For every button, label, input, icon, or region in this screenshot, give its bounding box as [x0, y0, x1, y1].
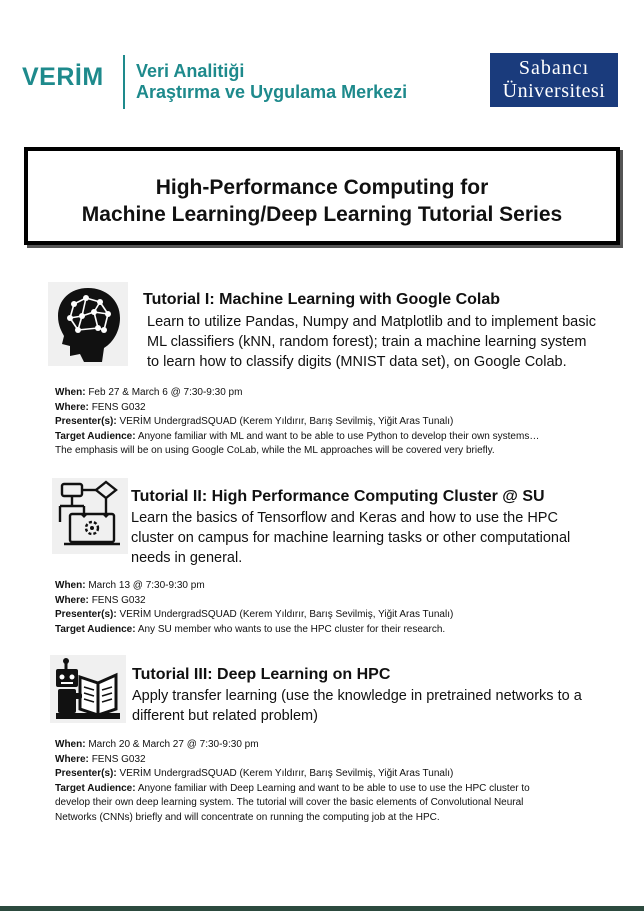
series-title-line1: High-Performance Computing for — [155, 176, 489, 199]
tutorial-2-desc-line: Learn the basics of Tensorflow and Keras and how to use the HPC — [131, 510, 558, 526]
tutorial-2-desc-line: cluster on campus for machine learning tasks or other computational — [131, 530, 571, 546]
audience-row — [55, 623, 635, 638]
when-row — [55, 738, 635, 753]
audience-row — [55, 430, 635, 445]
audience-continuation: develop their own deep learning system. The tutorial will cover the basic elements of Convolutional Neural — [55, 797, 524, 809]
audience-value: Anyone familiar with Deep Learning and want to be able to use to use the HPC cluster to — [137, 782, 530, 794]
where-row — [55, 594, 635, 609]
tutorial-2-desc-line: needs in general. — [131, 550, 243, 566]
tutorial-3-details — [55, 738, 635, 826]
audience-continuation: The emphasis will be on using Google CoLab, while the ML approaches will be covered very briefly. — [55, 445, 495, 457]
tutorial-3-description — [132, 686, 582, 726]
tutorial-3-title: Tutorial III: Deep Learning on HPC — [132, 666, 391, 683]
center-name — [136, 61, 407, 103]
tutorial-2-details — [55, 579, 635, 637]
series-title-box — [24, 147, 620, 245]
where-row — [55, 401, 635, 416]
when-row — [55, 386, 635, 401]
when-value: March 13 @ 7:30-9:30 pm — [88, 580, 205, 591]
audience-value: Anyone familiar with ML and want to be able to use Python to develop their own systems… — [137, 430, 540, 442]
where-value: FENS G032 — [91, 401, 146, 413]
where-value: FENS G032 — [91, 753, 146, 765]
where-label: Where: — [55, 401, 89, 413]
presenters-label: Presenter(s): — [55, 609, 117, 621]
audience-continuation: Networks (CNNs) briefly and will concentrate on running the computing job at the HPC. — [55, 811, 440, 823]
where-row — [55, 753, 635, 768]
when-value: March 20 & March 27 @ 7:30-9:30 pm — [88, 739, 259, 750]
tutorial-3-desc-line: different but related problem) — [132, 708, 318, 724]
tutorial-1-desc-line: to learn how to classify digits (MNIST data set), on Google Colab. — [147, 354, 567, 370]
university-logo — [490, 53, 618, 107]
logo-divider — [123, 55, 125, 109]
center-name-line1: Veri Analitiği — [136, 61, 245, 81]
series-title-line2: Machine Learning/Deep Learning Tutorial Series — [81, 203, 563, 226]
tutorial-1-description — [147, 312, 596, 372]
where-label: Where: — [55, 594, 89, 606]
when-label: When: — [55, 739, 86, 750]
university-logo-line2: Üniversitesi — [502, 80, 606, 102]
presenters-label: Presenter(s): — [55, 768, 117, 780]
presenters-label: Presenter(s): — [55, 416, 117, 428]
audience-label: Target Audience: — [55, 430, 136, 442]
audience-label: Target Audience: — [55, 623, 136, 635]
presenters-value: VERİM UndergradSQUAD (Kerem Yıldırır, Barış Sevilmiş, Yiğit Aras Tunalı) — [119, 609, 454, 621]
center-name-line2: Araştırma ve Uygulama Merkezi — [136, 82, 408, 102]
presenters-value: VERİM UndergradSQUAD (Kerem Yıldırır, Barış Sevilmiş, Yiğit Aras Tunalı) — [119, 768, 454, 780]
when-value: Feb 27 & March 6 @ 7:30-9:30 pm — [88, 387, 243, 398]
where-value: FENS G032 — [91, 594, 146, 606]
presenters-row — [55, 608, 635, 623]
brain-network-icon — [48, 282, 128, 366]
tutorial-2-title: Tutorial II: High Performance Computing Cluster @ SU — [131, 488, 545, 505]
audience-value: Any SU member who wants to use the HPC cluster for their research. — [137, 623, 446, 635]
tutorial-3-desc-line: Apply transfer learning (use the knowledge in pretrained networks to a — [132, 688, 582, 704]
presenters-row — [55, 767, 635, 782]
audience-label: Target Audience: — [55, 782, 136, 794]
tutorial-2-description — [131, 508, 570, 568]
verim-logo: VERİM — [22, 63, 104, 91]
audience-row — [55, 782, 635, 797]
where-label: Where: — [55, 753, 89, 765]
tutorial-1-details — [55, 386, 635, 459]
when-label: When: — [55, 387, 86, 398]
when-label: When: — [55, 580, 86, 591]
footer-rule — [0, 906, 644, 911]
tutorial-1-title: Tutorial I: Machine Learning with Google Colab — [143, 291, 501, 308]
robot-reading-icon — [50, 655, 126, 723]
flowchart-laptop-icon — [52, 478, 128, 554]
when-row — [55, 579, 635, 594]
university-logo-line1: Sabancı — [518, 57, 590, 79]
presenters-row — [55, 415, 635, 430]
tutorial-1-desc-line: Learn to utilize Pandas, Numpy and Matplotlib and to implement basic — [147, 314, 596, 330]
presenters-value: VERİM UndergradSQUAD (Kerem Yıldırır, Barış Sevilmiş, Yiğit Aras Tunalı) — [119, 416, 454, 428]
tutorial-1-desc-line: ML classifiers (kNN, random forest); train a machine learning system — [147, 334, 587, 350]
